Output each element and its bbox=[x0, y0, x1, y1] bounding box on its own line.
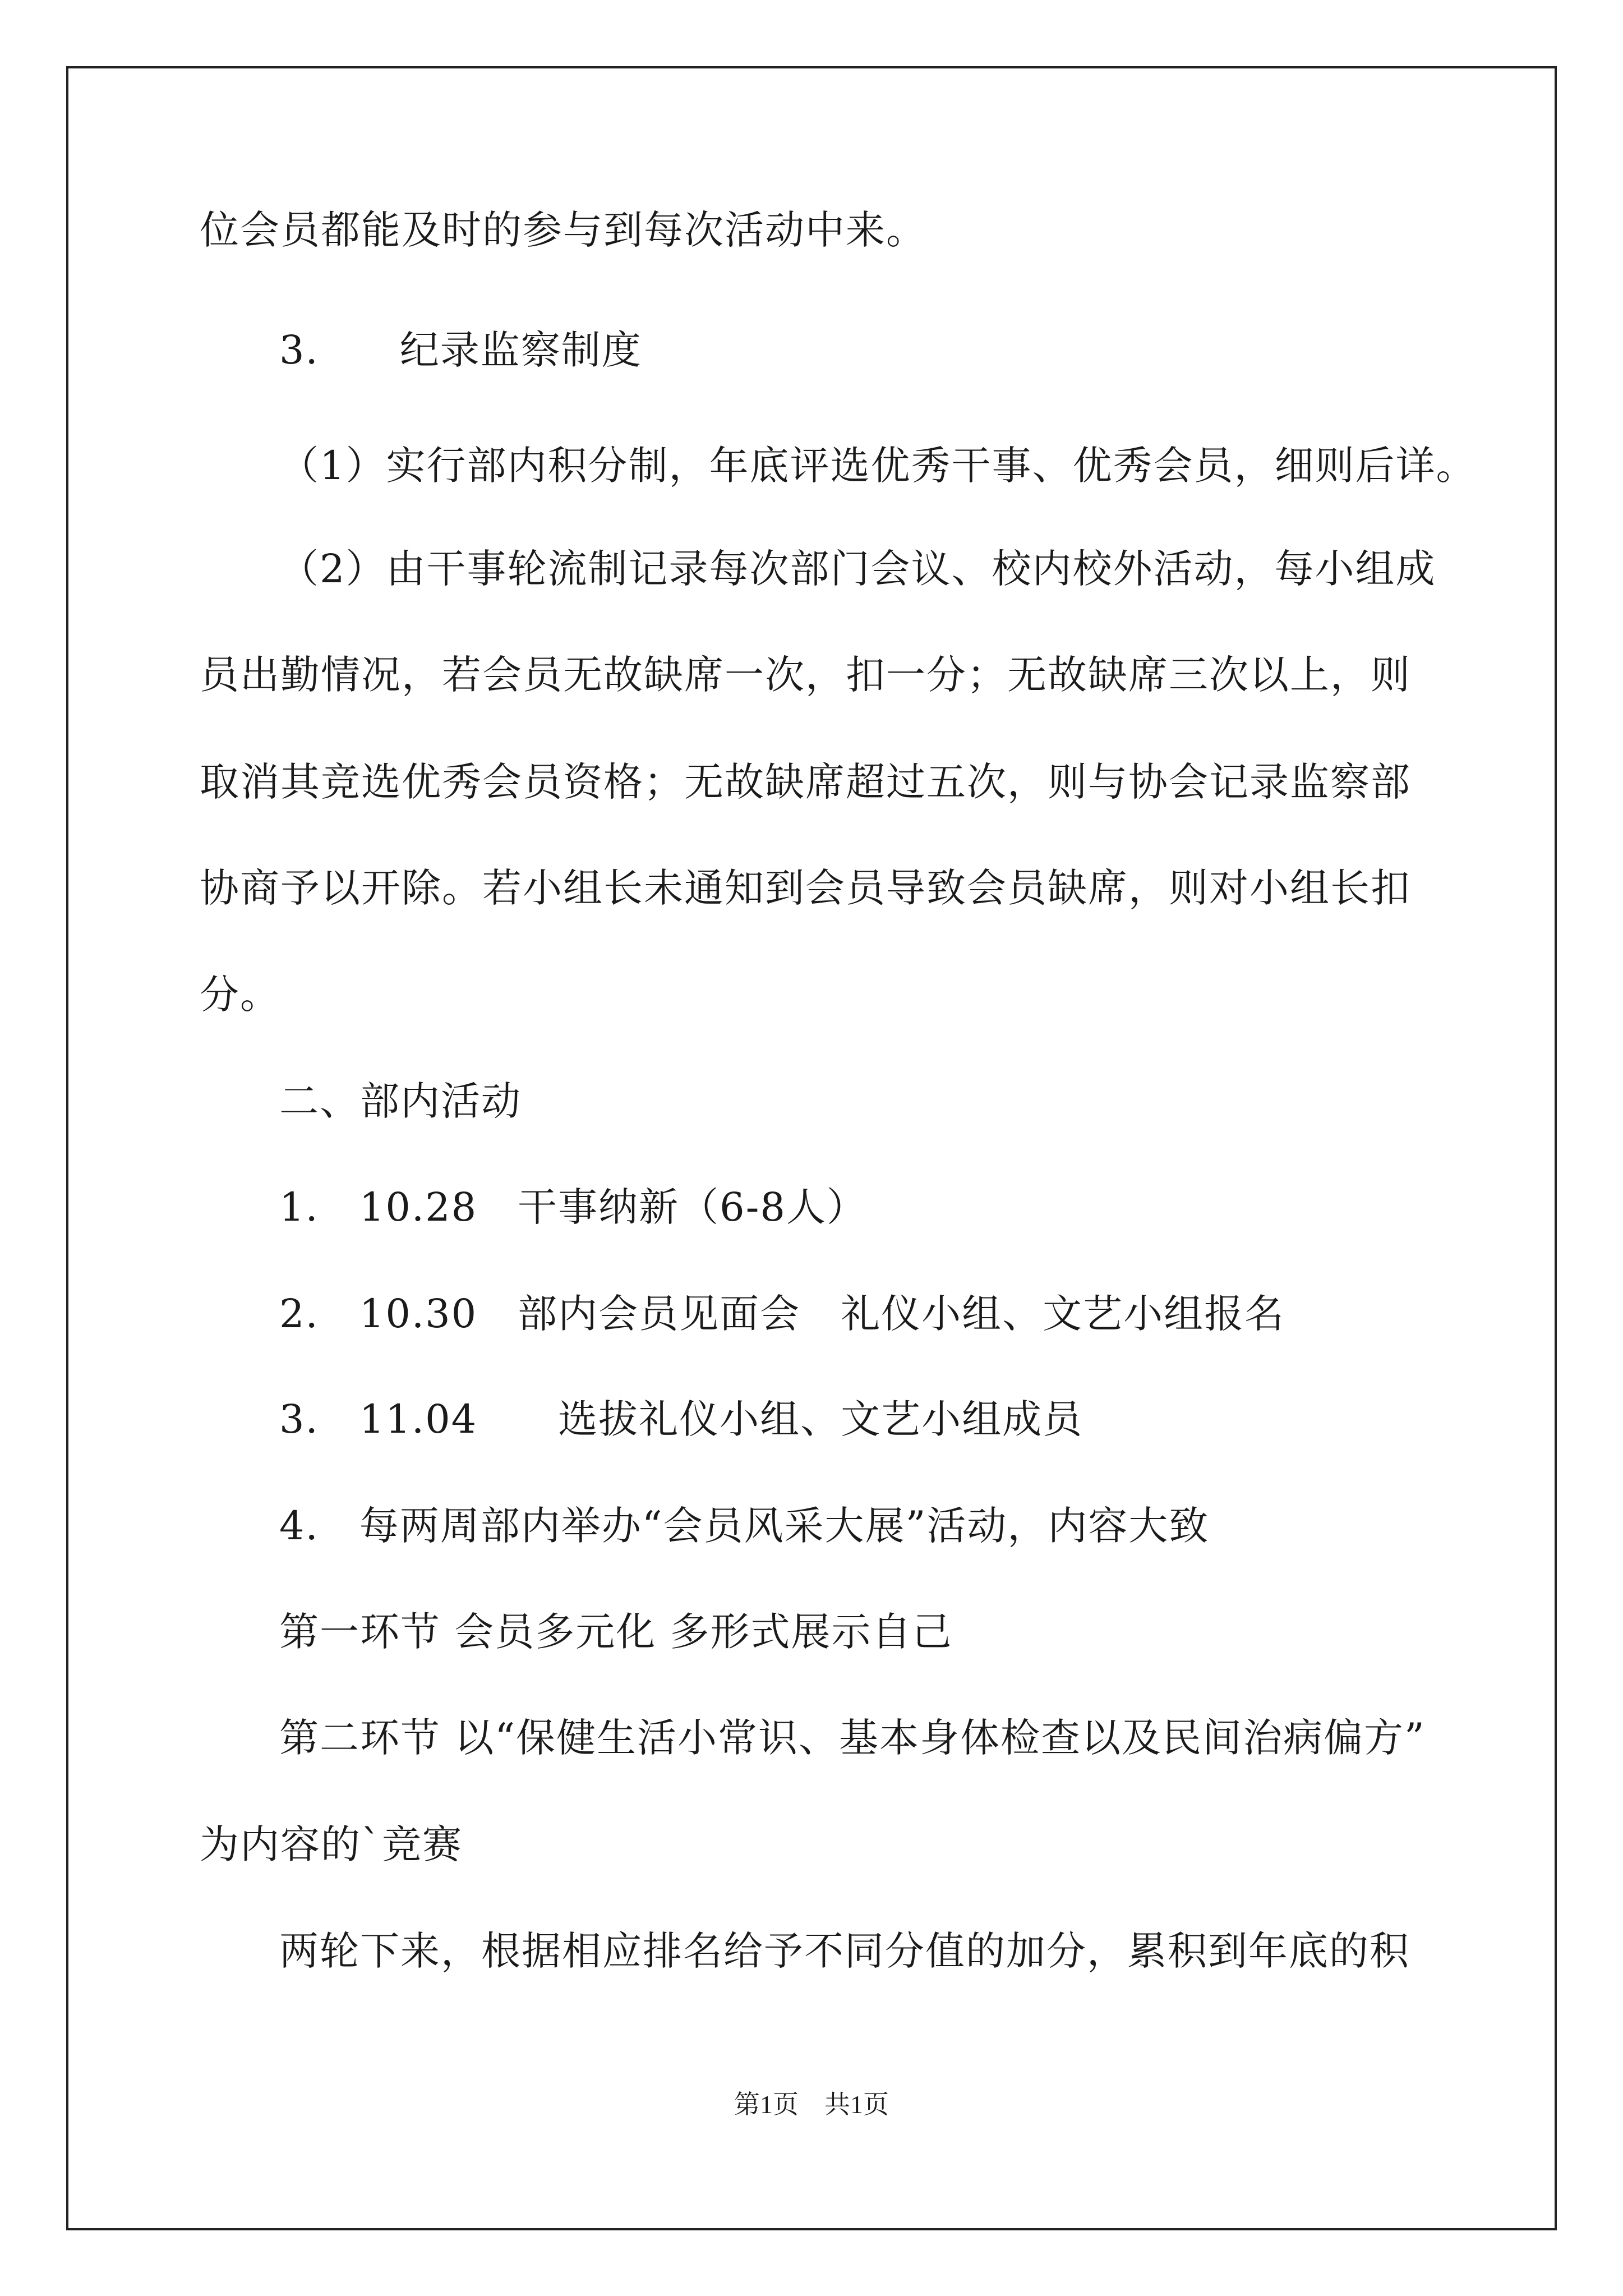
text-line-6: 取消其竞选优秀会员资格；无故缺席超过五次，则与协会记录监察部 bbox=[200, 759, 1411, 805]
text-line-15: 第二环节 以“保健生活小常识、基本身体检查以及民间治病偏方” bbox=[279, 1715, 1426, 1761]
text-line-16: 为内容的`竞赛 bbox=[200, 1821, 463, 1867]
page-border bbox=[66, 66, 1557, 2230]
text-line-12: 3. 11.04 选拔礼仪小组、文艺小组成员 bbox=[279, 1396, 1083, 1442]
text-line-17: 两轮下来，根据相应排名给予不同分值的加分，累积到年底的积 bbox=[279, 1928, 1410, 1974]
text-line-14: 第一环节 会员多元化 多形式展示自己 bbox=[279, 1609, 953, 1655]
page-footer: 第1页 共1页 bbox=[734, 2090, 889, 2119]
text-line-7: 协商予以开除。若小组长未通知到会员导致会员缺席，则对小组长扣 bbox=[200, 865, 1411, 911]
text-line-2: 3. 纪录监察制度 bbox=[279, 327, 642, 373]
text-line-4: （2）由干事轮流制记录每次部门会议、校内校外活动，每小组成 bbox=[279, 546, 1436, 592]
section-heading: 二、部内活动 bbox=[279, 1078, 522, 1124]
text-line-8: 分。 bbox=[200, 972, 280, 1018]
text-line-5: 员出勤情况，若会员无故缺席一次，扣一分；无故缺席三次以上，则 bbox=[200, 652, 1411, 698]
text-line-10: 1. 10.28 干事纳新（6-8人） bbox=[279, 1184, 867, 1230]
text-line-1: 位会员都能及时的参与到每次活动中来。 bbox=[200, 207, 926, 253]
text-line-3: （1）实行部内积分制，年底评选优秀干事、优秀会员，细则后详。 bbox=[279, 443, 1477, 489]
text-line-13: 4. 每两周部内举办“会员风采大展”活动，内容大致 bbox=[279, 1503, 1210, 1549]
text-line-11: 2. 10.30 部内会员见面会 礼仪小组、文艺小组报名 bbox=[279, 1291, 1285, 1337]
